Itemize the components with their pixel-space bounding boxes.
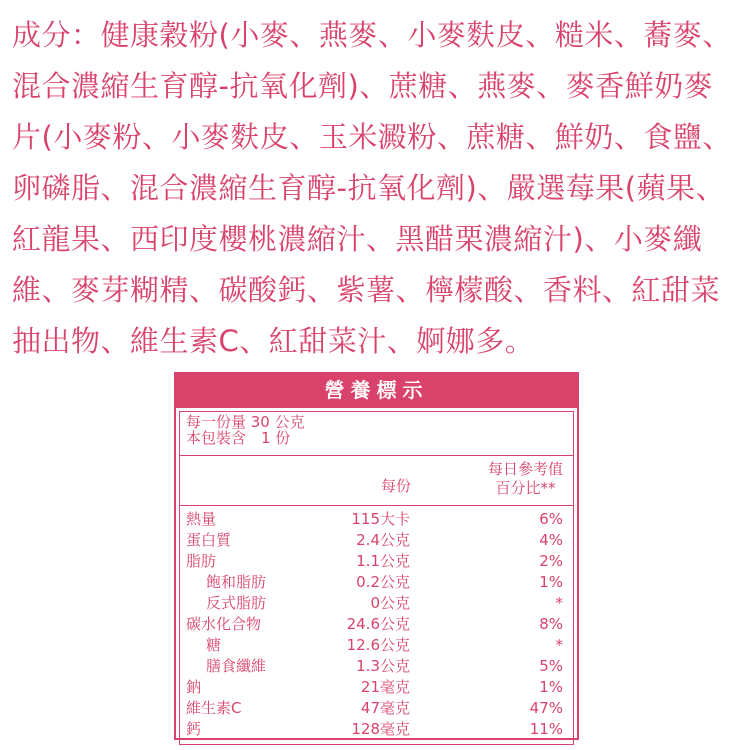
nutrient-row	[180, 635, 573, 656]
nutrient-label: 碳水化合物	[186, 615, 262, 633]
nutrient-row	[180, 656, 573, 677]
nutrient-value: 128毫克	[351, 720, 410, 738]
nutrient-label: 鈉	[186, 678, 202, 696]
nutrient-row	[180, 593, 573, 614]
daily-value-header-line2: 百分比**	[495, 479, 556, 497]
nutrient-percent: 4%	[539, 531, 563, 549]
column-header	[180, 456, 573, 506]
nutrient-value: 24.6公克	[346, 615, 410, 633]
servings-per-package: 本包裝含 1 份	[186, 429, 291, 447]
nutrition-title: 營養標示	[176, 374, 577, 408]
nutrient-value: 1.3公克	[356, 657, 410, 675]
nutrient-row	[180, 698, 573, 719]
nutrient-row	[180, 530, 573, 551]
nutrient-value: 115大卡	[351, 510, 410, 528]
nutrient-value: 47毫克	[360, 699, 410, 717]
nutrient-percent: 1%	[539, 678, 563, 696]
nutrient-percent: 6%	[539, 510, 563, 528]
nutrient-percent: 11%	[529, 720, 563, 738]
nutrient-percent: *	[555, 636, 563, 654]
per-serving-header: 每份	[380, 477, 411, 495]
nutrition-facts-panel	[174, 372, 579, 740]
nutrient-rows	[180, 506, 573, 744]
nutrient-value: 1.1公克	[356, 552, 410, 570]
daily-value-header-line1: 每日參考值	[487, 460, 563, 478]
nutrient-percent: 8%	[539, 615, 563, 633]
nutrient-value: 12.6公克	[346, 636, 410, 654]
nutrient-label: 蛋白質	[186, 531, 232, 549]
nutrient-row	[180, 614, 573, 635]
nutrient-label: 糖	[206, 636, 222, 654]
nutrient-row	[180, 572, 573, 593]
nutrient-value: 0.2公克	[356, 573, 410, 591]
nutrient-percent: 5%	[539, 657, 563, 675]
nutrient-row	[180, 509, 573, 530]
nutrient-row	[180, 719, 573, 740]
serving-size: 每一份量 30 公克	[186, 413, 305, 431]
nutrient-label: 維生素C	[186, 699, 242, 717]
nutrient-label: 脂肪	[186, 552, 217, 570]
serving-info	[180, 412, 573, 456]
nutrition-table	[179, 411, 574, 745]
nutrient-percent: *	[555, 594, 563, 612]
nutrient-label: 反式脂肪	[206, 594, 267, 612]
nutrient-value: 0公克	[370, 594, 410, 612]
nutrient-label: 熱量	[186, 510, 217, 528]
nutrient-value: 2.4公克	[356, 531, 410, 549]
nutrient-label: 鈣	[186, 720, 202, 738]
nutrient-row	[180, 677, 573, 698]
nutrient-row	[180, 551, 573, 572]
nutrient-percent: 47%	[529, 699, 563, 717]
nutrient-percent: 2%	[539, 552, 563, 570]
nutrient-percent: 1%	[539, 573, 563, 591]
nutrient-label: 膳食纖維	[206, 657, 267, 675]
ingredients-text: 成分：健康穀粉(小麥、燕麥、小麥麩皮、糙米、蕎麥、混合濃縮生育醇-抗氧化劑)、蔗糖、燕麥、麥香鮮奶麥片(小麥粉、小麥麩皮、玉米澱粉、蔗糖、鮮奶、食鹽、卵磷脂、混合濃縮生育醇-抗氧化劑)、嚴選莓果(蘋果、紅龍果、西印度櫻桃濃縮汁、黑醋栗濃縮汁)、小麥纖維、麥芽糊精、碳酸鈣、紫薯、檸檬酸、香料、紅甜菜抽出物、維生素C、紅甜菜汁、婀娜多。	[12, 18, 732, 358]
nutrient-value: 21毫克	[360, 678, 410, 696]
daily-value-header	[488, 460, 563, 498]
nutrient-label: 飽和脂肪	[206, 573, 267, 591]
